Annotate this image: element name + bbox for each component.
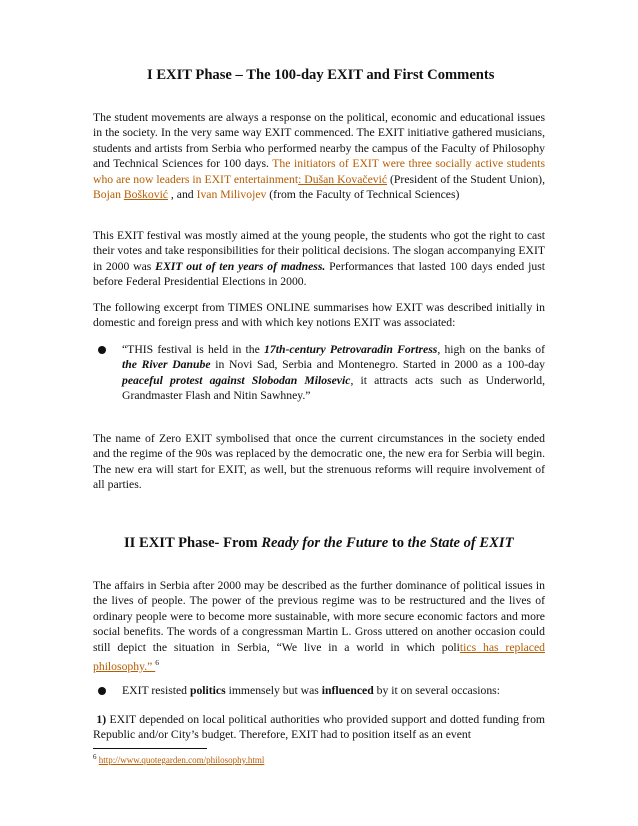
link-boskovic[interactable]: Bošković <box>123 188 168 202</box>
paragraph-festival: This EXIT festival was mostly aimed at the young people, the students who got the right to cast their votes and take responsibilities for their political decisions. The slogan accompanying EXIT in 2000 was EXIT out of ten years of madness. Performances that lasted 100 days ended just before Federal Presidential Elections in 2000. <box>93 229 545 289</box>
link-dusan-kovacevic[interactable]: : Dušan Kovačević <box>298 172 388 186</box>
link-philosophy-quote[interactable]: tics has replaced philosophy.” <box>93 640 546 673</box>
paragraph-affairs: The affairs in Serbia after 2000 may be described as the further dominance of political issues in the lives of people. The power of the previous regime was to be restructured and the lives of ordinary people were to become more sustainable, with more secure economic factors and more social benefits. The words of a congressman Martin L. Gross uttered on another occasion could still depict the situation in Serbia, “We live in a world in which politics has replaced philosophy.” $^6$ <box>93 579 546 673</box>
section-heading-1: I EXIT Phase – The 100-day EXIT and First Comments <box>147 67 495 83</box>
paragraph-zero-exit: The name of Zero EXIT symbolised that once the current circumstances in the society ended and the regime of the 90s was replaced by the democratic one, the new era for Serbia will begin. The new era will start for EXIT, as well, but the strenuous reforms will require involvement of all parties. <box>93 432 545 492</box>
footnote-ref: 6 <box>155 658 159 668</box>
footnote-divider <box>93 748 207 749</box>
bullet-text: “THIS festival is held in the 17th-century Petrovaradin Fortress, high on the banks of the River Danube in Novi Sad, Serbia and Montenegro. Started in 2000 as a 100-day peaceful protest against Slobodan Milosevic, it attracts acts such as Underworld, Grandmaster Flash and Nitin Sawhney.” <box>122 343 545 403</box>
bullet-dot-icon <box>98 687 106 695</box>
bullet-dot-icon <box>98 346 106 354</box>
paragraph-point-1: 1) EXIT depended on local political authorities who provided support and dotted funding from Republic and/or City’s budget. Therefore, EXIT had to position itself as an event <box>93 713 545 742</box>
section-heading-2: II EXIT Phase- From Ready for the Future to the State of EXIT <box>124 535 514 551</box>
bullet-text: EXIT resisted politics immensely but was influenced by it on several occasions: <box>122 684 500 697</box>
footnote-link[interactable]: http://www.quotegarden.com/philosophy.html <box>98 755 265 765</box>
paragraph-excerpt-intro: The following excerpt from TIMES ONLINE summarises how EXIT was described initially in domestic and foreign press and with which key notions EXIT was associated: <box>93 301 545 330</box>
footnote: $^6$ http://www.quotegarden.com/philosophy.html <box>93 753 265 765</box>
paragraph-intro: The student movements are always a response on the political, economic and educational issues in the society. In the very same way EXIT commenced. The EXIT initiative gathered musicians, students and artists from Serbia who performed nearby the campus of the Faculty of Philosophy and Technical Sciences for 100 days. The initiators of EXIT were three socially active students who are now leaders in EXIT entertainment: Dušan Kovačević (President of the Student Union), Bojan Bošković , and Ivan Milivojev (from the Faculty of Technical Sciences) <box>93 111 545 202</box>
